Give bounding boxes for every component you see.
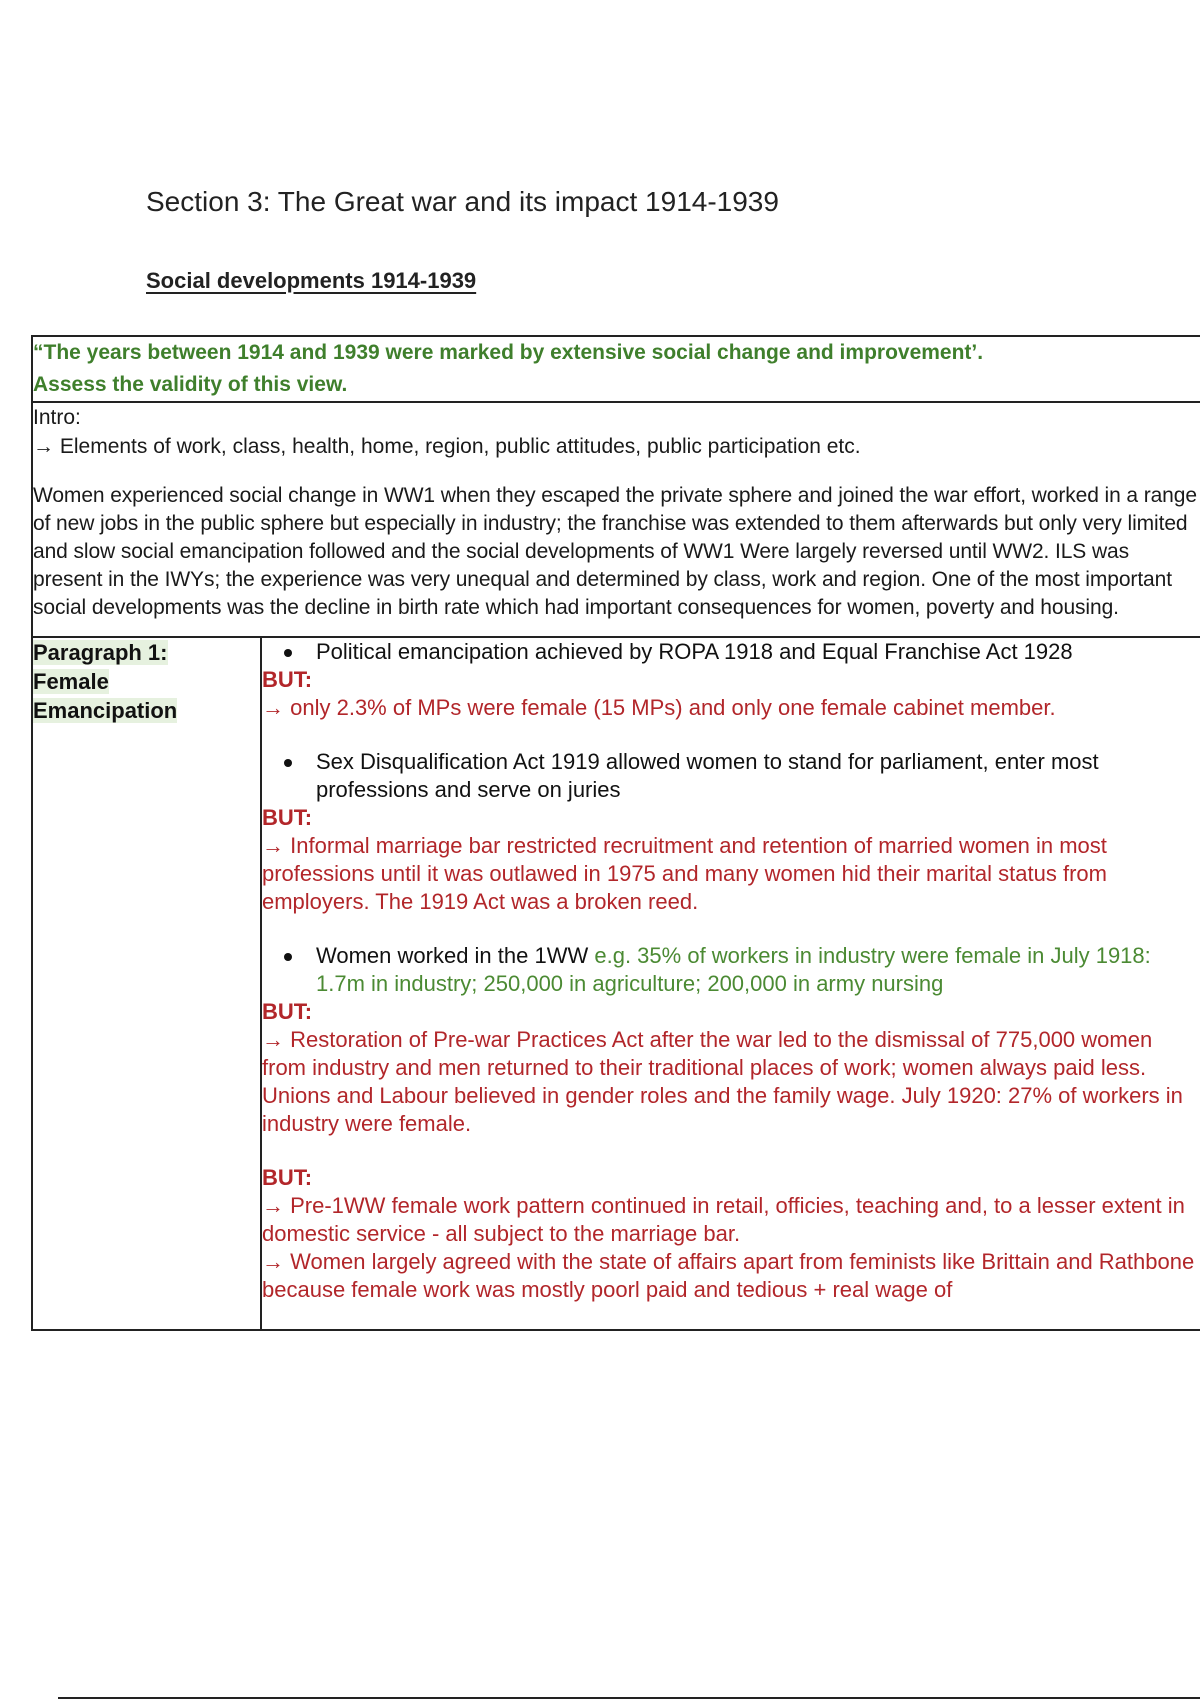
but-label: BUT: xyxy=(262,805,313,830)
counter-restoration-act xyxy=(262,1026,1200,1138)
arrow-icon: → xyxy=(262,1193,284,1218)
arrow-icon: → xyxy=(262,695,284,720)
but-label: BUT: xyxy=(262,1165,313,1190)
arrow-icon: → xyxy=(262,1249,284,1274)
paragraph-label-line-1: Paragraph 1: xyxy=(33,640,168,665)
paragraph-label-cell xyxy=(32,637,261,1330)
paragraph-label-line-2: Female xyxy=(33,669,109,694)
point-women-worked-evidence: e.g. 35% of workers in industry were female in July 1918: 1.7m in industry; 250,000 in agriculture; 200,000 in army nursing xyxy=(316,943,1151,996)
section-subheading: Social developments 1914-1939 xyxy=(146,268,477,293)
point-political-emancipation: Political emancipation achieved by ROPA 1918 and Equal Franchise Act 1928 xyxy=(262,638,1200,666)
counter-work-pattern-text: Pre-1WW female work pattern continued in retail, officies, teaching and, to a lesser extent in domestic service - all subject to the marriage bar. xyxy=(262,1193,1185,1246)
essay-plan-table xyxy=(31,335,1200,1331)
intro-cell xyxy=(32,402,1200,637)
counter-restoration-act-text: Restoration of Pre-war Practices Act after the war led to the dismissal of 775,000 women from industry and men returned to their traditional places of work; women always paid less. Unions and Labour believed in gender roles and the family wage. July 1920: 27% of workers in industry were female. xyxy=(262,1027,1183,1136)
intro-point xyxy=(33,432,1200,461)
paragraph-1-row xyxy=(32,637,1200,1330)
paragraph-label-line-3: Emancipation xyxy=(33,698,178,723)
arrow-icon: → xyxy=(262,1027,284,1052)
but-label: BUT: xyxy=(262,999,313,1024)
intro-point-text: Elements of work, class, health, home, region, public attitudes, public participation etc. xyxy=(59,435,861,458)
point-women-worked-lead: Women worked in the 1WW xyxy=(316,943,589,968)
essay-question-line-2: Assess the validity of this view. xyxy=(33,373,348,396)
arrow-icon: → xyxy=(262,833,284,858)
intro-label: Intro: xyxy=(33,406,81,429)
intro-row xyxy=(32,402,1200,637)
footer-rule xyxy=(58,1697,1200,1699)
essay-question-line-1: “The years between 1914 and 1939 were marked by extensive social change and improvement’. xyxy=(33,341,984,364)
intro-body: Women experienced social change in WW1 when they escaped the private sphere and joined the war effort, worked in a range of new jobs in the public sphere but especially in industry; the franchise was extended to them afterwards but only very limited and slow social emancipation followed and the social developments of WW1 Were largely reversed until WW2. ILS was present in the IWYs; the experience was very unequal and determined by class, work and region. One of the most important social developments was the decline in birth rate which had important consequences for women, poverty and housing. xyxy=(33,484,1197,619)
counter-work-pattern xyxy=(262,1192,1200,1248)
counter-marriage-bar xyxy=(262,832,1200,916)
counter-marriage-bar-text: Informal marriage bar restricted recruitment and retention of married women in most professions until it was outlawed in 1975 and many women hid their marital status from employers. The 1919 Act was a broken reed. xyxy=(262,833,1107,914)
counter-mps-text: only 2.3% of MPs were female (15 MPs) and only one female cabinet member. xyxy=(290,695,1056,720)
question-row xyxy=(32,336,1200,402)
arrow-icon: → xyxy=(33,435,54,458)
point-women-worked xyxy=(262,942,1200,998)
point-sex-disqualification: Sex Disqualification Act 1919 allowed women to stand for parliament, enter most professions and serve on juries xyxy=(262,748,1200,804)
counter-mps xyxy=(262,694,1200,722)
counter-women-agreed-text: Women largely agreed with the state of affairs apart from feminists like Brittain and Rathbone because female work was mostly poorl paid and tedious + real wage of xyxy=(262,1249,1195,1302)
counter-women-agreed xyxy=(262,1248,1200,1304)
but-label: BUT: xyxy=(262,667,313,692)
question-cell xyxy=(32,336,1200,402)
page-title: Section 3: The Great war and its impact 1914-1939 xyxy=(146,186,779,217)
paragraph-body-cell xyxy=(261,637,1200,1330)
